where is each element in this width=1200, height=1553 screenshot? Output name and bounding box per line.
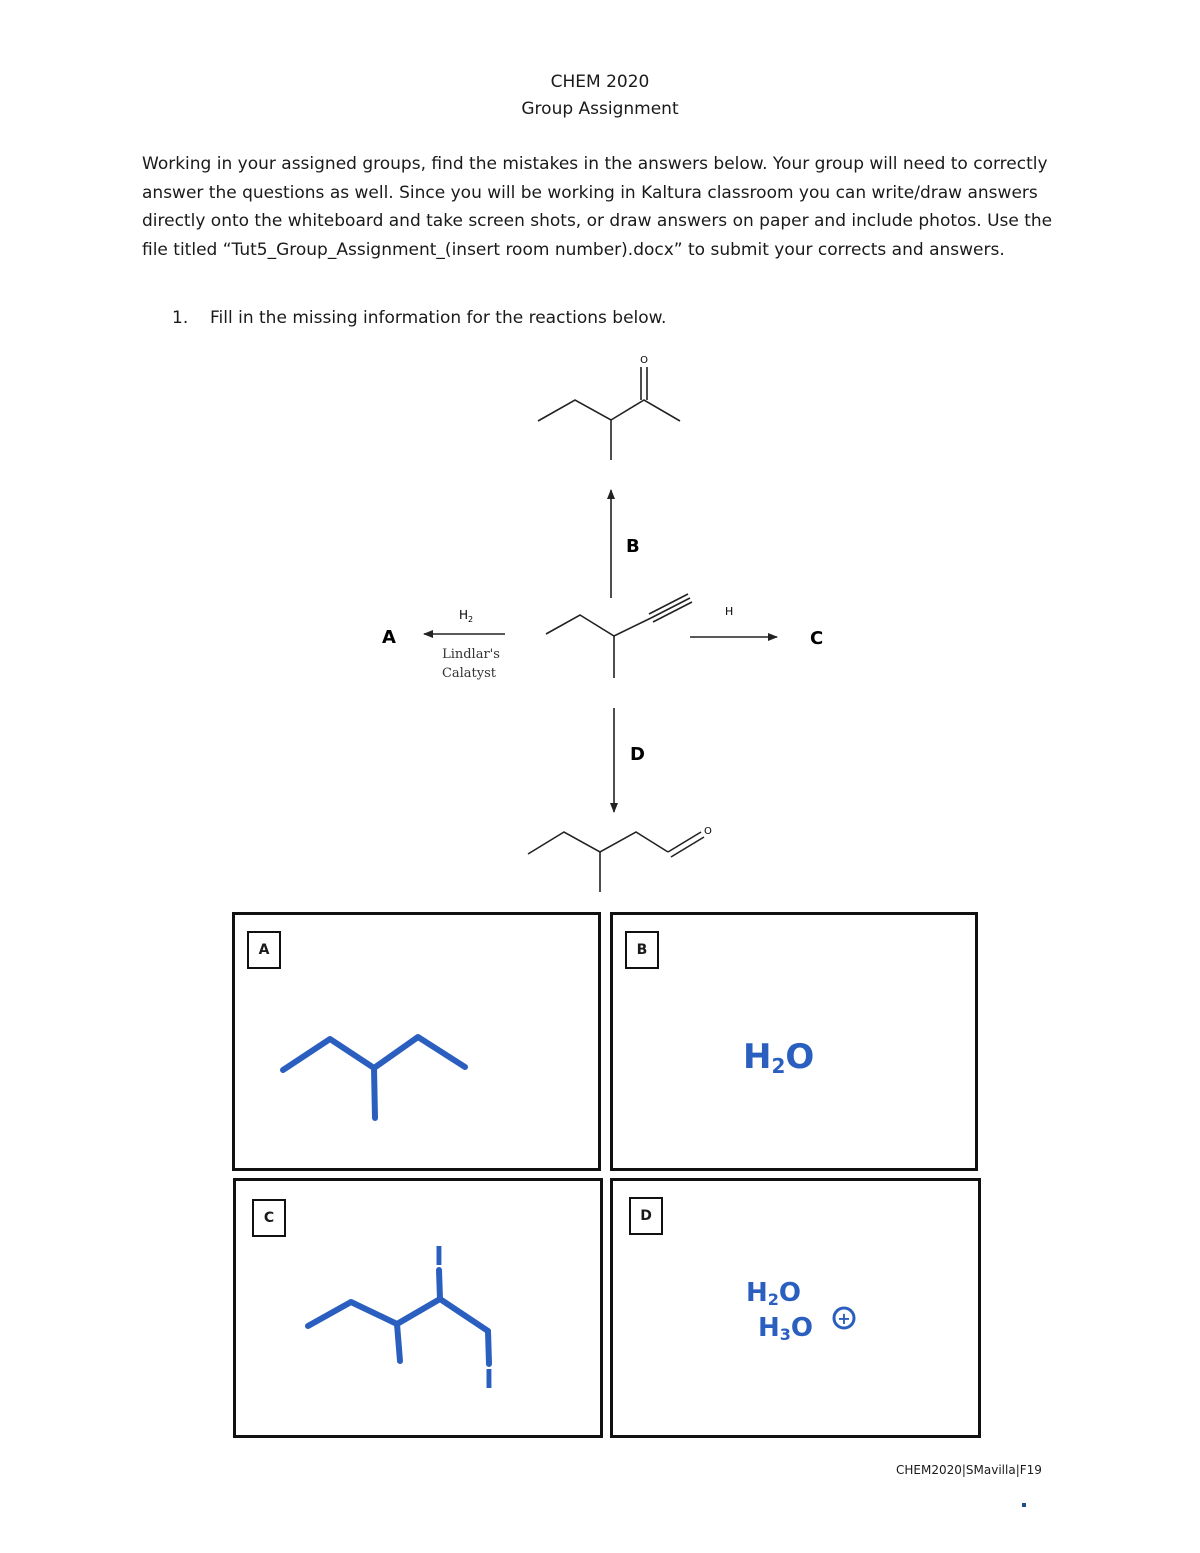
alkyne-structure: [546, 594, 692, 678]
answer-a-drawing: [235, 915, 598, 1168]
catalyst-line-1: Lindlar's: [442, 647, 500, 662]
ketone-structure: [538, 367, 680, 460]
footer-dot: [1022, 1503, 1026, 1507]
document-subtitle: Group Assignment: [521, 99, 679, 119]
answer-box-c-label: C: [252, 1199, 286, 1237]
answer-box-a: [232, 912, 601, 1171]
answer-b-text: H2O: [743, 1037, 815, 1078]
iodine-label-bottom: I: [484, 1365, 494, 1395]
document-course-title: CHEM 2020: [550, 72, 650, 92]
answer-box-d: [610, 1178, 981, 1438]
aldehyde-oxygen-label: O: [704, 826, 712, 837]
reaction-label-a: A: [382, 627, 396, 648]
answer-box-a-label: A: [247, 931, 281, 969]
reaction-label-c: C: [810, 628, 824, 649]
question-text: Fill in the missing information for the reactions below.: [210, 308, 667, 328]
reagent-c: H: [725, 605, 734, 618]
answer-box-b-label: B: [625, 931, 659, 969]
reagent-hydrogen: $H_2$: [459, 608, 474, 624]
reaction-label-b: B: [626, 536, 640, 557]
reaction-label-d: D: [630, 744, 645, 765]
answer-box-d-label: D: [629, 1197, 663, 1235]
answer-box-b: [610, 912, 978, 1171]
iodine-label-top: I: [434, 1242, 444, 1272]
answer-d-drawing: [613, 1181, 978, 1435]
ketone-oxygen-label: O: [640, 355, 648, 366]
charge-plus: +: [837, 1309, 851, 1328]
answer-box-c: [233, 1178, 603, 1438]
answer-b-drawing: [613, 915, 975, 1168]
aldehyde-structure: [528, 832, 704, 892]
answer-d-line-1: H2O: [746, 1278, 802, 1309]
instructions-paragraph: Working in your assigned groups, find the mistakes in the answers below. Your group will need to correctly answer the questions as well. Since you will be working in Kaltura classroom you can write/draw answers directly onto the whiteboard and take screen shots, or draw answers on paper and include photos. Use the file titled “Tut5_Group_Assignment_(insert room number).docx” to submit your corrects and answers.: [142, 154, 1053, 260]
page-footer: CHEM2020|SMavilla|F19: [896, 1463, 1042, 1477]
answer-c-drawing: [236, 1181, 600, 1435]
catalyst-line-2: Calatyst: [441, 666, 497, 681]
question-number: 1.: [172, 308, 189, 328]
answer-d-line-2: H3O: [758, 1313, 814, 1344]
